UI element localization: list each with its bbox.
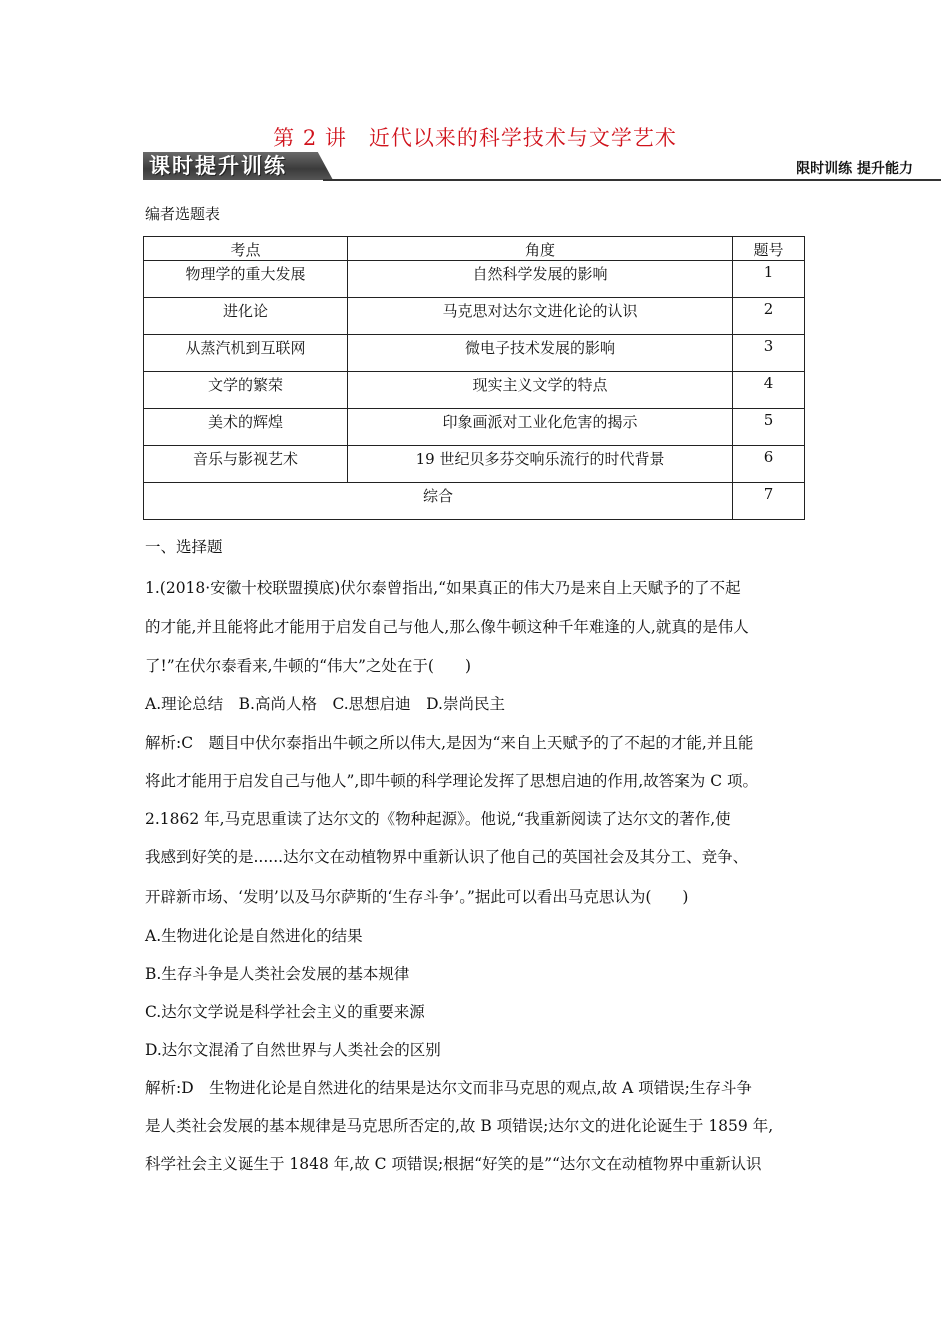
banner-rule [323, 179, 941, 181]
cell-topic: 进化论 [144, 298, 348, 335]
question-2-line: 2.1862 年,马克思重读了达尔文的《物种起源》。他说,“我重新阅读了达尔文的著作,使 [145, 810, 731, 828]
question-2-option: B.生存斗争是人类社会发展的基本规律 [145, 965, 410, 983]
header-angle: 角度 [347, 237, 732, 261]
section-heading: 一、选择题 [145, 538, 223, 556]
table-row [144, 372, 805, 409]
question-1-analysis: 解析:C 题目中伏尔泰指出牛顿之所以伟大,是因为“来自上天赋予的了不起的才能,并且能 [145, 734, 754, 752]
question-2-analysis: 解析:D 生物进化论是自然进化的结果是达尔文而非马克思的观点,故 A 项错误;生存斗争 [145, 1079, 752, 1097]
cell-topic: 从蒸汽机到互联网 [144, 335, 348, 372]
cell-number: 4 [733, 372, 805, 409]
table-summary-row [144, 483, 805, 520]
table-row [144, 261, 805, 298]
topic-selection-table [143, 236, 805, 520]
cell-summary-number: 7 [733, 483, 805, 520]
header-topic: 考点 [144, 237, 348, 261]
question-1-analysis: 将此才能用于启发自己与他人”,即牛顿的科学理论发挥了思想启迪的作用,故答案为 C 项。 [145, 772, 758, 790]
cell-topic: 音乐与影视艺术 [144, 446, 348, 483]
table-row [144, 446, 805, 483]
cell-number: 5 [733, 409, 805, 446]
cell-number: 3 [733, 335, 805, 372]
cell-number: 1 [733, 261, 805, 298]
question-2-line: 我感到好笑的是......达尔文在动植物界中重新认识了他自己的英国社会及其分工、竞争、 [145, 848, 749, 866]
cell-summary-label: 综合 [144, 483, 733, 520]
cell-angle: 自然科学发展的影响 [347, 261, 732, 298]
table-caption: 编者选题表 [145, 205, 221, 223]
question-2-option: C.达尔文学说是科学社会主义的重要来源 [145, 1003, 425, 1021]
cell-angle: 马克思对达尔文进化论的认识 [347, 298, 732, 335]
table-header-row [144, 237, 805, 261]
banner-right-label: 限时训练 提升能力 [796, 161, 913, 177]
cell-number: 2 [733, 298, 805, 335]
section-banner [143, 152, 941, 184]
banner-left-label: 课时提升训练 [149, 154, 287, 178]
question-1-line: 1.(2018·安徽十校联盟摸底)伏尔泰曾指出,“如果真正的伟大乃是来自上天赋予的了不起 [145, 579, 741, 597]
cell-topic: 物理学的重大发展 [144, 261, 348, 298]
cell-angle: 印象画派对工业化危害的揭示 [347, 409, 732, 446]
question-2-option: D.达尔文混淆了自然世界与人类社会的区别 [145, 1041, 441, 1059]
question-2-line: 开辟新市场、‘发明’以及马尔萨斯的‘生存斗争’。”据此可以看出马克思认为( ) [145, 888, 689, 906]
question-2-analysis: 是人类社会发展的基本规律是马克思所否定的,故 B 项错误;达尔文的进化论诞生于 1859 年, [145, 1117, 774, 1135]
question-2-analysis: 科学社会主义诞生于 1848 年,故 C 项错误;根据“好笑的是”“达尔文在动植物界中重新认识 [145, 1155, 762, 1173]
table-row [144, 409, 805, 446]
page-title: 第 2 讲 近代以来的科学技术与文学艺术 [273, 126, 677, 150]
cell-angle: 现实主义文学的特点 [347, 372, 732, 409]
table-row [144, 335, 805, 372]
header-number: 题号 [733, 237, 805, 261]
table-row [144, 298, 805, 335]
cell-topic: 文学的繁荣 [144, 372, 348, 409]
cell-number: 6 [733, 446, 805, 483]
question-2-option: A.生物进化论是自然进化的结果 [145, 927, 363, 945]
question-1-line: 的才能,并且能将此才能用于启发自己与他人,那么像牛顿这种千年难逢的人,就真的是伟人 [145, 618, 749, 636]
cell-topic: 美术的辉煌 [144, 409, 348, 446]
cell-angle: 微电子技术发展的影响 [347, 335, 732, 372]
cell-angle: 19 世纪贝多芬交响乐流行的时代背景 [347, 446, 732, 483]
question-1-options: A.理论总结 B.高尚人格 C.思想启迪 D.崇尚民主 [145, 695, 505, 713]
question-1-line: 了!”在伏尔泰看来,牛顿的“伟大”之处在于( ) [145, 657, 472, 675]
